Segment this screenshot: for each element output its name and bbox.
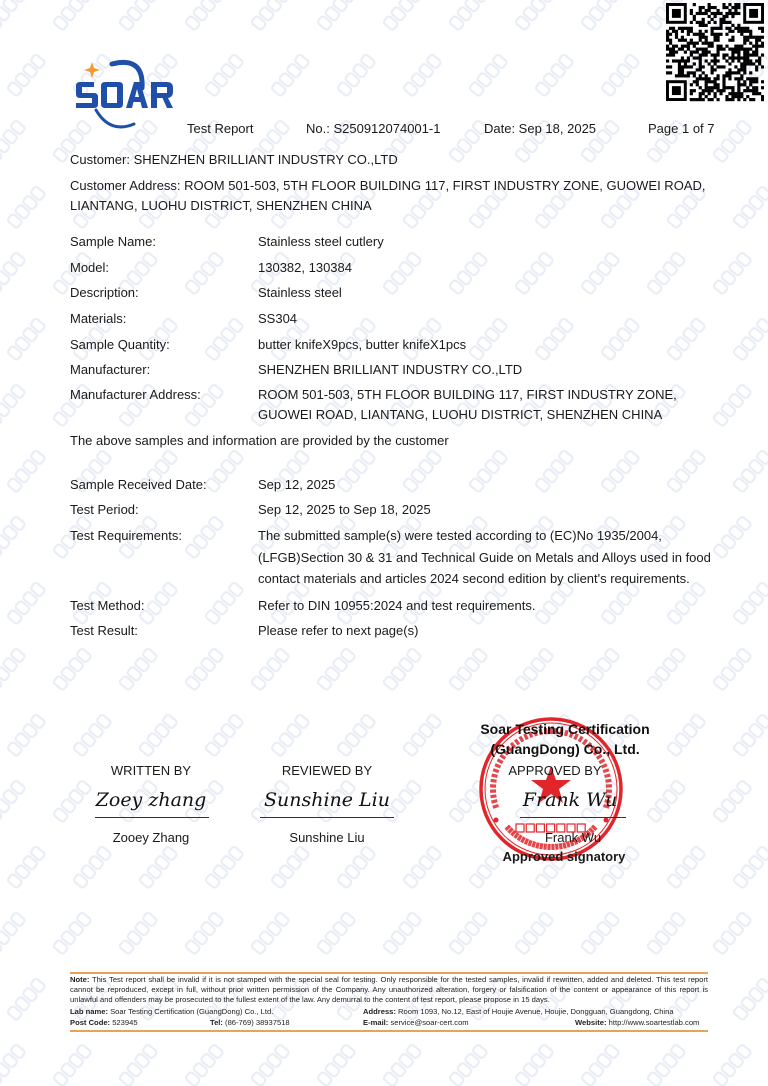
approved-signatory-title: Approved signatory <box>502 849 626 864</box>
page-number: Page 1 of 7 <box>648 121 715 136</box>
field-value-line2: GUOWEI ROAD, LIANTANG, LUOHU DISTRICT, SHENZHEN CHINA <box>258 407 663 422</box>
field-value: Please refer to next page(s) <box>258 623 419 638</box>
tel-label: Tel: <box>210 1018 223 1027</box>
telephone <box>210 1018 290 1027</box>
signature-line <box>260 817 394 818</box>
post-code-label: Post Code: <box>70 1018 111 1027</box>
approved-by-name: Frank Wu <box>544 830 602 845</box>
field-label: Sample Quantity: <box>70 337 170 352</box>
field-value: SS304 <box>258 311 298 326</box>
field-value: Stainless steel cutlery <box>258 234 384 249</box>
field-value: Stainless steel <box>258 285 342 300</box>
field-label: Test Result: <box>70 623 138 638</box>
footer-bottom-rule <box>70 1030 708 1032</box>
written-by-name: Zooey Zhang <box>112 830 190 845</box>
field-label: Materials: <box>70 311 127 326</box>
email-label: E-mail: <box>363 1018 389 1027</box>
field-label: Description: <box>70 285 139 300</box>
note-label: Note: <box>70 975 90 984</box>
field-value: SHENZHEN BRILLIANT INDUSTRY CO.,LTD <box>258 362 523 377</box>
approved-by-signature: Frank Wu <box>522 789 618 811</box>
field-value-line3: contact materials and articles 2024 second edition by client's requirements. <box>258 571 690 586</box>
soar-logo <box>74 58 178 134</box>
website[interactable] <box>575 1018 699 1027</box>
footer-note <box>70 975 708 1004</box>
post-code <box>70 1018 138 1027</box>
written-by-signature: Zoey zhang <box>95 789 207 811</box>
customer-name: Customer: SHENZHEN BRILLIANT INDUSTRY CO.,LTD <box>70 152 398 167</box>
field-value-line2: (LFGB)Section 30 & 31 and Technical Guide on Metals and Alloys used in food <box>258 550 711 565</box>
qr-code[interactable] <box>666 3 764 103</box>
reviewed-by-signature: Sunshine Liu <box>263 789 390 811</box>
field-value: Sep 12, 2025 <box>258 477 336 492</box>
address-value: Room 1093, No.12, East of Houjie Avenue, Houjie, Dongguan, Guangdong, China <box>395 1007 674 1016</box>
field-label: Sample Received Date: <box>70 477 207 492</box>
post-code-value: 523945 <box>110 1018 138 1027</box>
field-label: Model: <box>70 260 110 275</box>
field-value: butter knifeX9pcs, butter knifeX1pcs <box>258 337 467 352</box>
report-number: No.: S250912074001-1 <box>306 121 441 136</box>
email[interactable] <box>363 1018 469 1027</box>
field-value: Sep 12, 2025 to Sep 18, 2025 <box>258 502 431 517</box>
email-link[interactable]: service@soar-cert.com <box>388 1018 469 1027</box>
signature-line <box>520 817 626 818</box>
company-name-line2: (GuangDong) Co., Ltd. <box>490 741 640 757</box>
field-value: ROOM 501-503, 5TH FLOOR BUILDING 117, FIRST INDUSTRY ZONE, <box>258 387 677 402</box>
logo-lettering <box>76 82 173 108</box>
field-label: Test Requirements: <box>70 528 182 543</box>
tel-value: (86-769) 38937518 <box>222 1018 290 1027</box>
report-title: Test Report <box>187 121 254 136</box>
note-text: This Test report shall be invalid if it is not stamped with the special seal for testing. Only responsible for the tested samples, invalid if rewritten, added and deleted. This test report cannot be reproduced, except in full, without prior written permission of the Company. Any unauthorized alteration, forgery or falsification of the content or appearance of this report is unlawful and offenders may be prosecuted to the fullest extent of the law. Any demurral to the content of test report, please propose in 15 days. <box>70 975 708 1004</box>
lab-name-label: Lab name: <box>70 1007 108 1016</box>
written-by-label: WRITTEN BY <box>110 763 192 778</box>
field-label: Manufacturer: <box>70 362 151 377</box>
field-value: Refer to DIN 10955:2024 and test requirements. <box>258 598 536 613</box>
customer-address-line1: Customer Address: ROOM 501-503, 5TH FLOOR BUILDING 117, FIRST INDUSTRY ZONE, GUOWEI ROAD, <box>70 178 706 193</box>
field-label: Sample Name: <box>70 234 156 249</box>
lab-name <box>70 1007 273 1016</box>
field-label: Manufacturer Address: <box>70 387 201 402</box>
address-label: Address: <box>363 1007 396 1016</box>
reviewed-by-label: REVIEWED BY <box>281 763 373 778</box>
reviewed-by-name: Sunshine Liu <box>289 830 365 845</box>
signature-line <box>95 817 209 818</box>
company-name-line1: Soar Testing Certification <box>480 721 650 737</box>
star-icon <box>84 62 100 78</box>
provided-by-customer-note: The above samples and information are provided by the customer <box>70 433 449 448</box>
website-link[interactable]: http://www.soartestlab.com <box>606 1018 700 1027</box>
footer-top-rule <box>70 972 708 974</box>
website-label: Website: <box>575 1018 607 1027</box>
approved-by-label: APPROVED BY <box>508 763 602 778</box>
report-date: Date: Sep 18, 2025 <box>484 121 597 136</box>
customer-address-line2: LIANTANG, LUOHU DISTRICT, SHENZHEN CHINA <box>70 198 372 213</box>
lab-name-value: Soar Testing Certification (GuangDong) Co., Ltd. <box>107 1007 274 1016</box>
field-label: Test Period: <box>70 502 139 517</box>
field-value: The submitted sample(s) were tested according to (EC)No 1935/2004, <box>258 528 662 543</box>
lab-address <box>363 1007 674 1016</box>
field-value: 130382, 130384 <box>258 260 352 275</box>
field-label: Test Method: <box>70 598 145 613</box>
